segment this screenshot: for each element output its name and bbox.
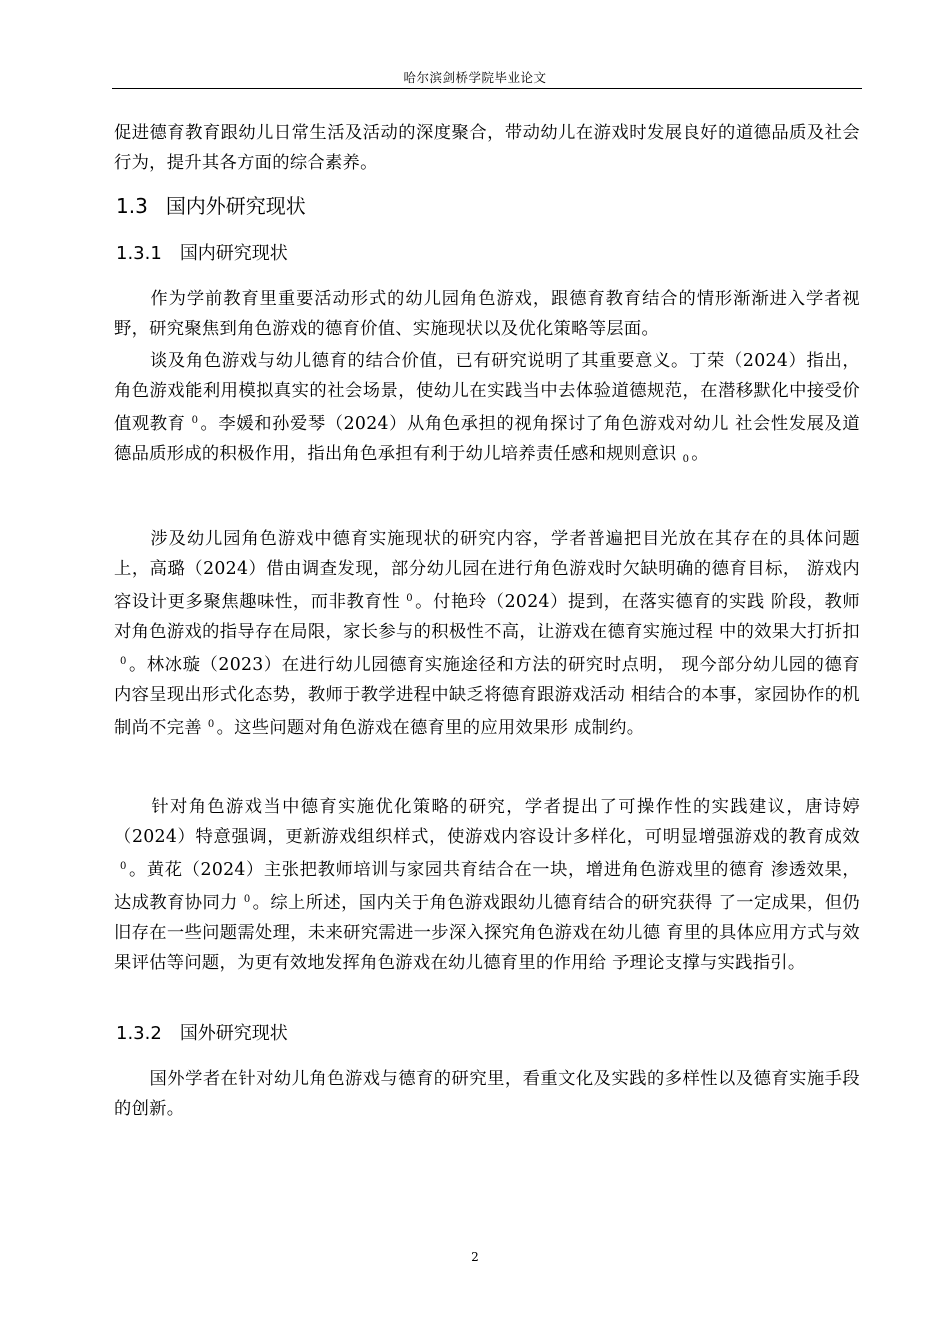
paragraph-text: 谈及角色游戏与幼儿德育的结合价值，已有研究说明了其重要意义。丁荣（2024）指出，角色游戏能利用模拟真实的社会场景，使幼儿在实践当中去体验道德规范，在潜移默化中接受价值观教育	[114, 351, 860, 434]
paragraph-text: 。这些问题对角色游戏在德育里的应用效果形 成制约。	[216, 718, 645, 738]
running-header: 哈尔滨剑桥学院毕业论文	[403, 70, 547, 85]
paragraph-text: 。李媛和孙爱琴（2024）从角色承担的视角探讨了角色游戏对幼儿 社会性发展及道德品质形成的积极作用，指出角色承担有利于幼儿培养责任感和规则意识	[114, 414, 860, 464]
paragraph-text: 促进德育教育跟幼儿日常生活及活动的深度聚合，带动幼儿在游戏时发展良好的道德品质及社会行为，提升其各方面的综合素养。	[114, 123, 860, 173]
citation-ref: 0	[120, 656, 127, 667]
section-title: 国内外研究现状	[165, 194, 306, 218]
subsection-title: 国内研究现状	[179, 243, 288, 264]
paragraph-text: 。综上所述，国内关于角色游戏跟幼儿德育结合的研究获得 了一定成果，但仍旧存在一些问题需处理，未来研究需进一步深入探究角色游戏在幼儿德 育里的具体应用方式与效果评估等问题，为更有效地发挥角色游戏在幼儿德育里的作用给 予理论支撑与实践指引。	[114, 893, 860, 973]
paragraph-continuation	[114, 118, 860, 178]
paragraph-strategy	[114, 792, 860, 978]
citation-ref: 0	[243, 894, 251, 905]
citation-ref: 0	[120, 861, 127, 872]
subsection-heading-1-3-2	[116, 1021, 288, 1047]
citation-ref: 0	[682, 454, 690, 465]
paragraph-text: 。林冰璇（2023）在进行幼儿园德育实施途径和方法的研究时点明， 现今部分幼儿园的德育内容呈现出形式化态势，教师于教学进程中缺乏将德育跟游戏活动 相结合的本事，家园协作的机制尚不完善	[114, 655, 860, 738]
paragraph-foreign-intro	[114, 1064, 860, 1124]
paragraph-text: 。	[691, 444, 709, 464]
paragraph-text: 针对角色游戏当中德育实施优化策略的研究，学者提出了可操作性的实践建议，唐诗婷（2024）特意强调，更新游戏组织样式，使游戏内容设计多样化，可明显增强游戏的教育成效	[114, 797, 860, 847]
paragraph-domestic-intro	[114, 284, 860, 344]
paragraph-text: 。付艳玲（2024）提到，在落实德育的实践 阶段，教师对角色游戏的指导存在局限，家长参与的积极性不高，让游戏在德育实施过程 中的效果大打折扣	[114, 592, 860, 642]
subsection-number: 1.3.1	[116, 243, 162, 264]
page-number: 2	[471, 1250, 479, 1264]
paragraph-text: 作为学前教育里重要活动形式的幼儿园角色游戏，跟德育教育结合的情形渐渐进入学者视野，研究聚焦到角色游戏的德育价值、实施现状以及优化策略等层面。	[114, 289, 860, 339]
paragraph-status	[114, 524, 860, 743]
paragraph-text: 国外学者在针对幼儿角色游戏与德育的研究里，看重文化及实践的多样性以及德育实施手段的创新。	[114, 1069, 860, 1119]
citation-ref: 0	[406, 593, 413, 604]
header-divider	[112, 88, 862, 89]
subsection-heading-1-3-1	[116, 241, 288, 267]
section-heading-1-3	[116, 192, 306, 220]
paragraph-value	[114, 346, 860, 475]
citation-ref: 0	[191, 415, 199, 426]
citation-ref: 0	[207, 719, 215, 730]
paragraph-text: 涉及幼儿园角色游戏中德育实施现状的研究内容，学者普遍把目光放在其存在的具体问题上，高璐（2024）借由调查发现，部分幼儿园在进行角色游戏时欠缺明确的德育目标， 游戏内容设计更多聚焦趣味性，而非教育性	[114, 529, 860, 612]
subsection-title: 国外研究现状	[179, 1023, 288, 1044]
subsection-number: 1.3.2	[116, 1023, 162, 1044]
section-number: 1.3	[116, 194, 148, 218]
paragraph-text: 。黄花（2024）主张把教师培训与家园共育结合在一块，增进角色游戏里的德育 渗透效果，达成教育协同力	[114, 860, 860, 913]
